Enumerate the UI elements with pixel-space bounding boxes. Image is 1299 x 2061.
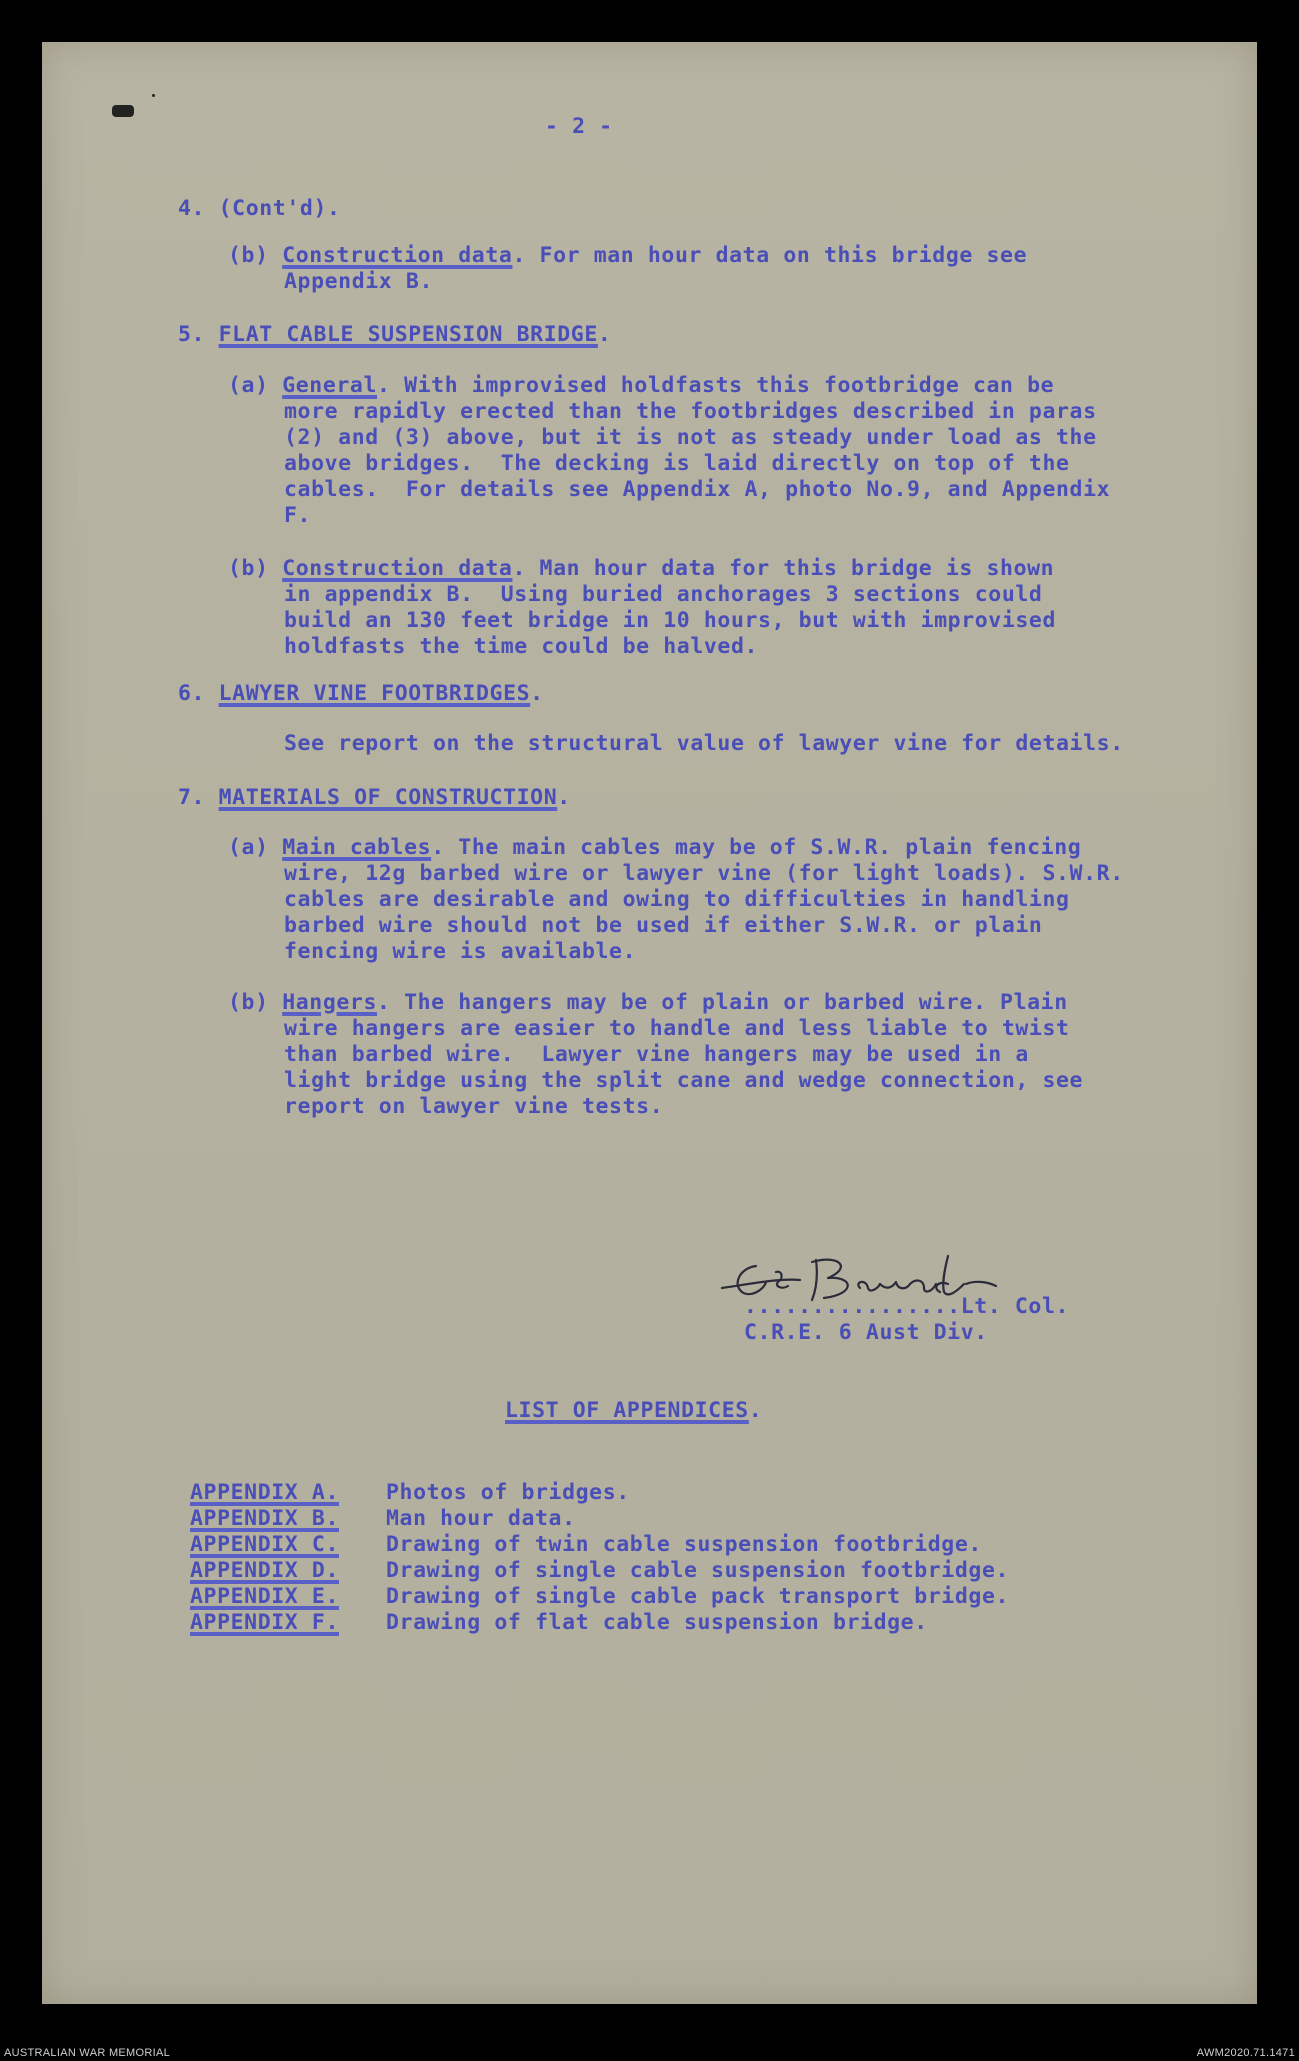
appendix-label: APPENDIX C. bbox=[190, 1532, 339, 1557]
appendix-desc: Drawing of twin cable suspension footbridge. bbox=[386, 1532, 982, 1557]
section-5b-line1: (b) Construction data. Man hour data for this bridge is shown bbox=[228, 556, 1055, 581]
appendix-row bbox=[190, 1584, 1009, 1610]
signature-unit-line: C.R.E. 6 Aust Div. bbox=[744, 1320, 988, 1345]
section-7a-line1: (a) Main cables. The main cables may be of S.W.R. plain fencing bbox=[228, 835, 1082, 860]
appendices-title: LIST OF APPENDICES bbox=[505, 1398, 749, 1423]
section-4b-title: Construction data bbox=[282, 243, 513, 268]
section-6-title: LAWYER VINE FOOTBRIDGES bbox=[218, 681, 531, 706]
appendix-label: APPENDIX F. bbox=[190, 1610, 339, 1635]
appendices-heading: LIST OF APPENDICES. bbox=[505, 1398, 763, 1423]
section-7-title: MATERIALS OF CONSTRUCTION bbox=[218, 785, 558, 810]
appendix-row bbox=[190, 1480, 1009, 1506]
footer-source: AUSTRALIAN WAR MEMORIAL bbox=[4, 2047, 171, 2059]
section-7a-title: Main cables bbox=[282, 835, 432, 860]
appendix-desc: Drawing of single cable pack transport bridge. bbox=[386, 1584, 1010, 1609]
footer-reference: AWM2020.71.1471 bbox=[1196, 2047, 1295, 2059]
section-5b-title: Construction data bbox=[282, 556, 513, 581]
section-7-heading: 7. MATERIALS OF CONSTRUCTION. bbox=[178, 785, 571, 810]
section-7b-title: Hangers bbox=[282, 990, 377, 1015]
appendix-row bbox=[190, 1558, 1009, 1584]
section-7b-body: wire hangers are easier to handle and less liable to twist than barbed wire. Lawyer vine hangers may be used in a light bridge using the split cane and wedge connection, see report on lawyer vine tests. bbox=[284, 1016, 1084, 1119]
section-5a-title: General bbox=[282, 373, 377, 398]
ink-smudge bbox=[112, 105, 134, 117]
section-4-heading: 4. (Cont'd). bbox=[178, 196, 341, 221]
appendix-label: APPENDIX B. bbox=[190, 1506, 339, 1531]
section-4b-line1: (b) Construction data. For man hour data on this bridge see bbox=[228, 243, 1028, 268]
section-5a-body: more rapidly erected than the footbridges described in paras (2) and (3) above, but it is not as steady under load as the above bridges. The decking is laid directly on top of the cables. For details see Appendix A, photo No.9, and Appendix F. bbox=[284, 399, 1111, 528]
section-5a-line1: (a) General. With improvised holdfasts this footbridge can be bbox=[228, 373, 1055, 398]
appendix-label: APPENDIX A. bbox=[190, 1480, 339, 1505]
signature-rank-line: ................Lt. Col. bbox=[744, 1294, 1070, 1319]
handwritten-signature bbox=[720, 1248, 1020, 1318]
appendix-desc: Drawing of flat cable suspension bridge. bbox=[386, 1610, 928, 1635]
appendix-desc: Man hour data. bbox=[386, 1506, 576, 1531]
section-7b-line1: (b) Hangers. The hangers may be of plain or barbed wire. Plain bbox=[228, 990, 1068, 1015]
appendix-desc: Drawing of single cable suspension footbridge. bbox=[386, 1558, 1010, 1583]
section-4b-line2: Appendix B. bbox=[284, 269, 433, 294]
section-7a-body: wire, 12g barbed wire or lawyer vine (for light loads). S.W.R. cables are desirable and owing to difficulties in handling barbed wire should not be used if either S.W.R. or plain fencing wire is available. bbox=[284, 861, 1124, 964]
section-5-title: FLAT CABLE SUSPENSION BRIDGE bbox=[218, 322, 598, 347]
section-6-heading: 6. LAWYER VINE FOOTBRIDGES. bbox=[178, 681, 544, 706]
ink-dot bbox=[152, 94, 155, 97]
page-number: - 2 - bbox=[545, 114, 613, 139]
section-5-heading: 5. FLAT CABLE SUSPENSION BRIDGE. bbox=[178, 322, 612, 347]
section-5b-body: in appendix B. Using buried anchorages 3 sections could build an 130 feet bridge in 10 hours, but with improvised holdfasts the time could be halved. bbox=[284, 582, 1057, 659]
appendix-label: APPENDIX D. bbox=[190, 1558, 339, 1583]
appendix-label: APPENDIX E. bbox=[190, 1584, 339, 1609]
appendices-list bbox=[190, 1480, 1009, 1636]
appendix-row bbox=[190, 1506, 1009, 1532]
appendix-row bbox=[190, 1532, 1009, 1558]
appendix-desc: Photos of bridges. bbox=[386, 1480, 630, 1505]
section-6-text: See report on the structural value of lawyer vine for details. bbox=[284, 731, 1124, 756]
appendix-row bbox=[190, 1610, 1009, 1636]
